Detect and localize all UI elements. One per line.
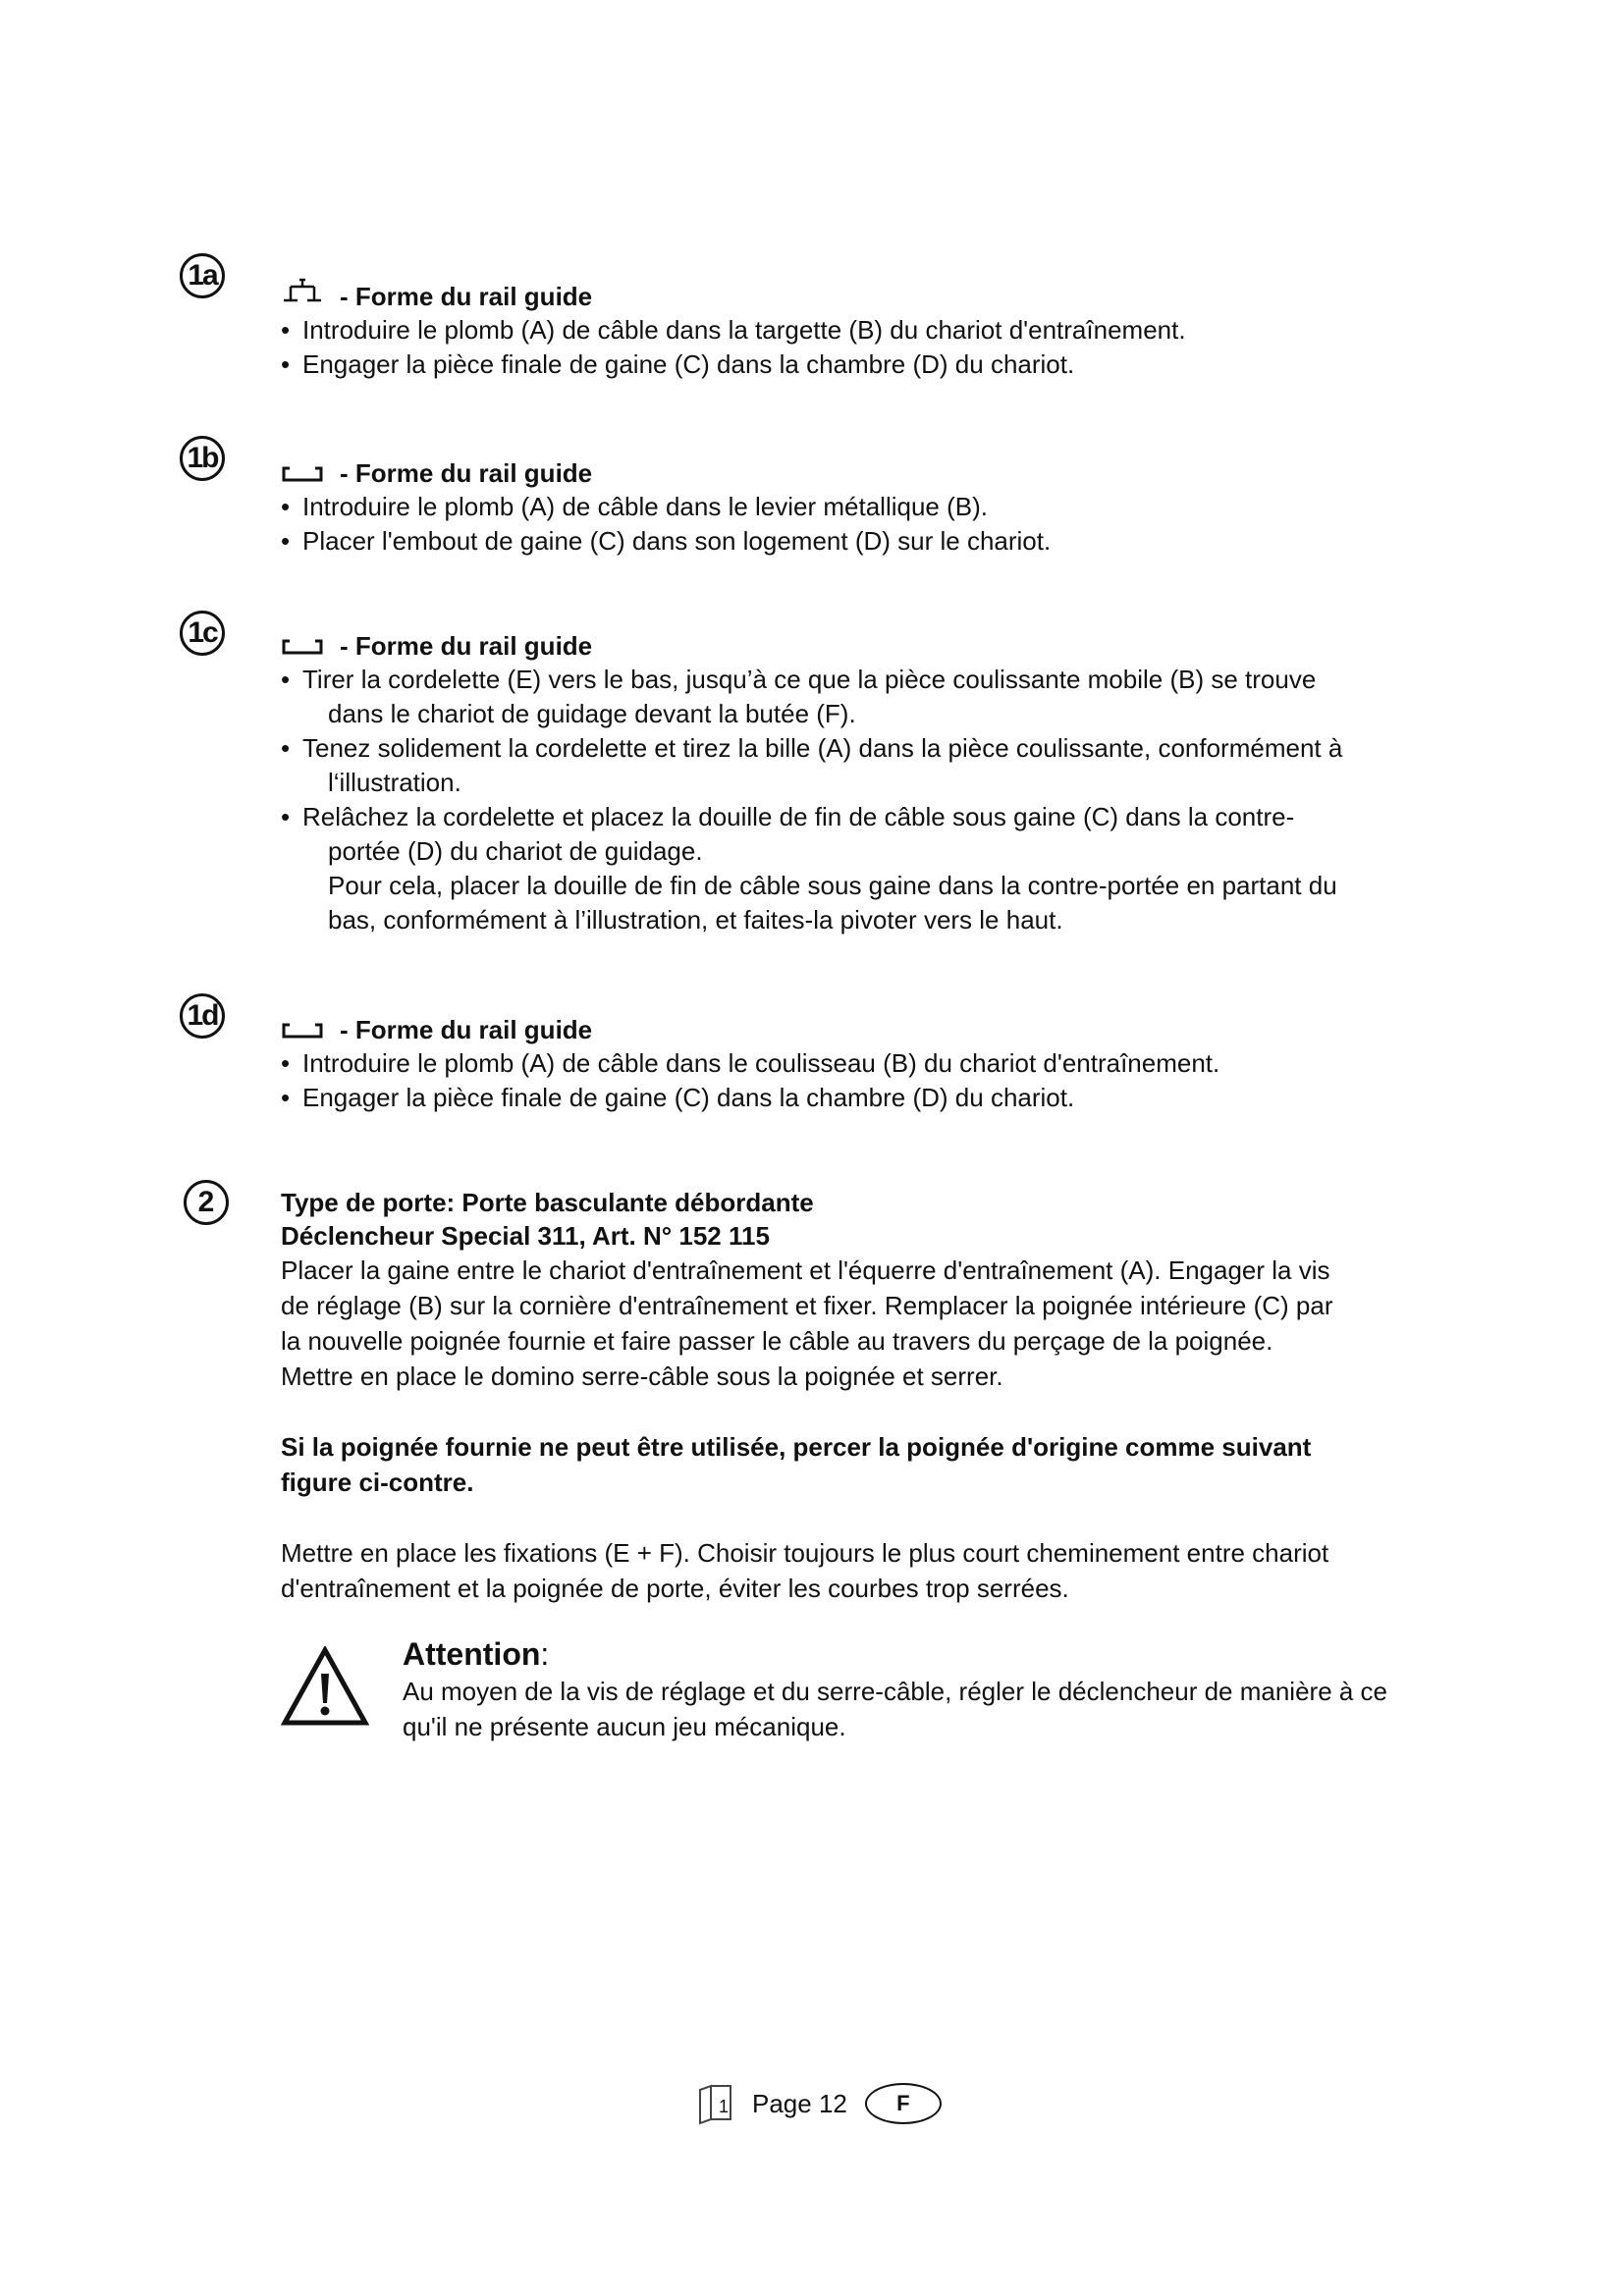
step-badge-1b: 1b bbox=[180, 436, 225, 481]
paragraph-line: figure ci-contre. bbox=[281, 1468, 474, 1497]
instruction-paragraph bbox=[281, 1535, 1439, 1606]
section-2 bbox=[281, 1186, 1439, 1606]
page-footer bbox=[697, 2079, 992, 2128]
section-1b bbox=[281, 456, 1439, 559]
note-line: bas, conformément à l’illustration, et faites-la pivoter vers le haut. bbox=[328, 905, 1063, 934]
paragraph-line: Placer la gaine entre le chariot d'entraînement et l'équerre d'entraînement (A). Engager la vis bbox=[281, 1255, 1330, 1285]
section-heading-text: - Forme du rail guide bbox=[340, 1015, 593, 1044]
rail-profile-t-icon bbox=[281, 286, 324, 307]
list-item: • Introduire le plomb (A) de câble dans le levier métallique (B). bbox=[281, 490, 1439, 524]
paragraph-line: d'entraînement et la poignée de porte, éviter les courbes trop serrées. bbox=[281, 1574, 1069, 1603]
step-badge-1d: 1d bbox=[180, 993, 225, 1039]
step-badge-1c: 1c bbox=[180, 611, 225, 656]
attention-box bbox=[281, 1634, 1459, 1752]
section-note bbox=[281, 869, 1439, 937]
section-subtitle: Déclencheur Special 311, Art. N° 152 115 bbox=[281, 1221, 770, 1251]
section-heading bbox=[281, 1013, 1439, 1046]
list-item-line: Tirer la cordelette (E) vers le bas, jusqu’à ce que la pièce coulissante mobile (B) se trouve bbox=[302, 665, 1317, 694]
section-1a bbox=[281, 280, 1439, 382]
list-item: • Introduire le plomb (A) de câble dans le coulisseau (B) du chariot d'entraînement. bbox=[281, 1046, 1439, 1081]
paragraph-line: Mettre en place le domino serre-câble sous la poignée et serrer. bbox=[281, 1362, 1003, 1391]
paragraph-line: Si la poignée fournie ne peut être utilisée, percer la poignée d'origine comme suivant bbox=[281, 1432, 1312, 1462]
step-badge-1a: 1a bbox=[180, 253, 225, 298]
manual-book-icon bbox=[697, 2084, 734, 2123]
book-number: 1 bbox=[719, 2097, 730, 2116]
instruction-paragraph bbox=[281, 1253, 1439, 1394]
attention-title-text: Attention bbox=[403, 1636, 541, 1672]
attention-line: Au moyen de la vis de réglage et du serre-câble, régler le déclencheur de manière à ce bbox=[403, 1677, 1388, 1706]
list-item: • Engager la pièce finale de gaine (C) dans la chambre (D) du chariot. bbox=[281, 347, 1439, 382]
section-1d bbox=[281, 1013, 1439, 1115]
paragraph-line: de réglage (B) sur la cornière d'entraînement et fixer. Remplacer la poignée intérieure (C) par bbox=[281, 1291, 1333, 1320]
list-item: • Engager la pièce finale de gaine (C) dans la chambre (D) du chariot. bbox=[281, 1081, 1439, 1115]
attention-title-colon: : bbox=[540, 1636, 550, 1672]
section-heading bbox=[281, 456, 1439, 490]
list-item-line: Relâchez la cordelette et placez la douille de fin de câble sous gaine (C) dans la contre- bbox=[302, 802, 1295, 831]
page-number: Page 12 bbox=[752, 2088, 847, 2118]
section-heading-text: - Forme du rail guide bbox=[340, 458, 593, 488]
bullet-list bbox=[281, 1046, 1439, 1115]
warning-triangle-icon bbox=[281, 1646, 369, 1727]
list-item: • Introduire le plomb (A) de câble dans la targette (B) du chariot d'entraînement. bbox=[281, 313, 1439, 347]
list-item-line: dans le chariot de guidage devant la butée (F). bbox=[328, 699, 856, 728]
attention-line: qu'il ne présente aucun jeu mécanique. bbox=[403, 1712, 846, 1741]
section-title: Type de porte: Porte basculante débordante bbox=[281, 1188, 814, 1217]
list-item-line: l‘illustration. bbox=[328, 768, 461, 797]
step-badge-2: 2 bbox=[184, 1180, 229, 1225]
list-item: • Placer l'embout de gaine (C) dans son logement (D) sur le chariot. bbox=[281, 524, 1439, 559]
section-heading bbox=[281, 280, 1439, 313]
note-line: Pour cela, placer la douille de fin de câble sous gaine dans la contre-portée en partant du bbox=[328, 871, 1337, 900]
list-item-line: Tenez solidement la cordelette et tirez la bille (A) dans la pièce coulissante, conformément à bbox=[302, 733, 1343, 763]
bullet-list bbox=[281, 490, 1439, 559]
list-item bbox=[281, 731, 1439, 800]
attention-title bbox=[403, 1634, 1443, 1674]
list-item-line: portée (D) du chariot de guidage. bbox=[328, 836, 703, 866]
attention-content bbox=[403, 1634, 1443, 1744]
bullet-list bbox=[281, 313, 1439, 382]
list-item bbox=[281, 800, 1439, 869]
list-item bbox=[281, 663, 1439, 731]
section-heading-text: - Forme du rail guide bbox=[340, 282, 593, 311]
language-badge: F bbox=[865, 2083, 942, 2124]
paragraph-line: la nouvelle poignée fournie et faire passer le câble au travers du perçage de la poignée. bbox=[281, 1326, 1273, 1356]
section-heading bbox=[281, 629, 1439, 663]
paragraph-line: Mettre en place les fixations (E + F). Choisir toujours le plus court cheminement entre chariot bbox=[281, 1538, 1329, 1568]
section-heading-text: - Forme du rail guide bbox=[340, 631, 593, 661]
rail-profile-c-icon bbox=[281, 462, 324, 484]
bullet-list bbox=[281, 663, 1439, 869]
rail-profile-c-icon bbox=[281, 1019, 324, 1041]
rail-profile-c-icon bbox=[281, 635, 324, 657]
bold-note bbox=[281, 1429, 1439, 1500]
section-1c bbox=[281, 629, 1439, 937]
